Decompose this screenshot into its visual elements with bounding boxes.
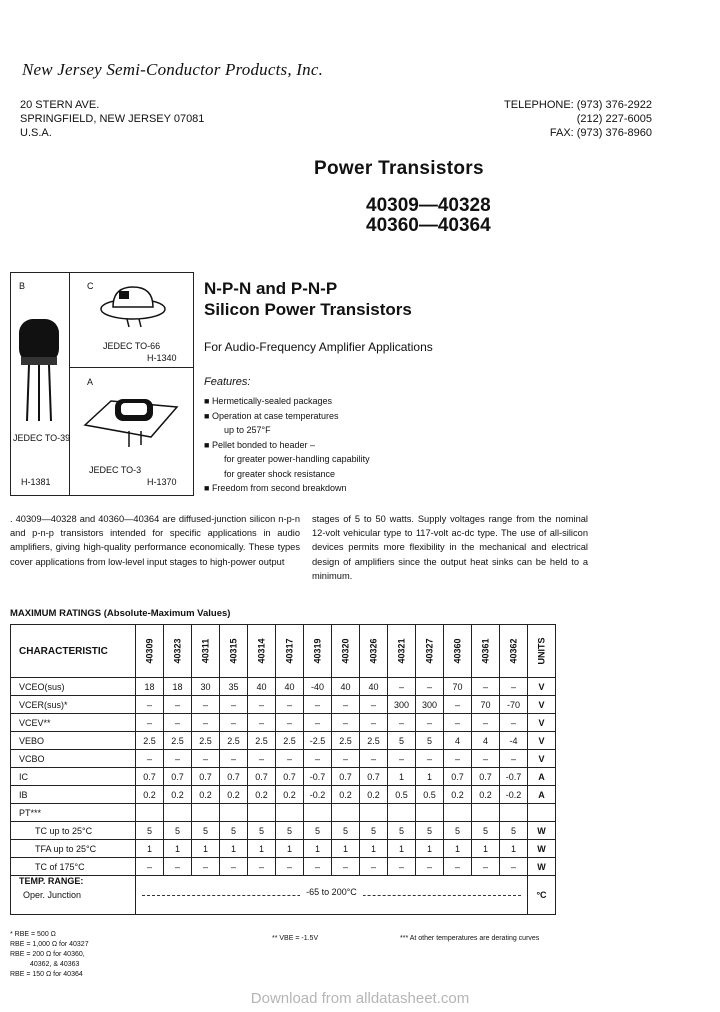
table-cell: –: [164, 858, 192, 876]
type-header: 40327: [416, 625, 444, 678]
table-cell: 1: [304, 840, 332, 858]
intro-text-right: stages of 5 to 50 watts. Supply voltages range from the nominal 12-volt vehicular type to 117-volt ac-dc type. The use of all-silicon devices permits more flexibility in the mechanical and electrical design of amplifiers since the output heat sinks can be held to a minimum.: [312, 514, 588, 581]
table-cell: –: [276, 696, 304, 714]
table-row: [11, 696, 556, 714]
table-cell: –: [220, 750, 248, 768]
row-label: VCEV**: [11, 714, 136, 732]
table-cell: -70: [500, 696, 528, 714]
table-cell: 1: [192, 840, 220, 858]
note-line: RBE = 200 Ω for 40360,: [10, 951, 85, 958]
table-cell: –: [304, 714, 332, 732]
table-cell: 300: [416, 696, 444, 714]
to3-package-icon: [81, 387, 181, 449]
table-cell: 5: [416, 732, 444, 750]
table-cell: 0.2: [276, 786, 304, 804]
table-cell: –: [360, 714, 388, 732]
table-cell: -0.2: [304, 786, 332, 804]
table-cell: –: [444, 696, 472, 714]
table-cell: [164, 804, 192, 822]
table-cell: –: [416, 714, 444, 732]
table-cell: –: [332, 714, 360, 732]
table-cell: –: [192, 696, 220, 714]
table-cell: [500, 804, 528, 822]
table-row: [11, 714, 556, 732]
table-cell: 300: [388, 696, 416, 714]
company-name: New Jersey Semi-Conductor Products, Inc.: [22, 60, 324, 79]
package-code: H-1340: [147, 353, 177, 363]
table-cell: [388, 804, 416, 822]
unit-cell: V: [528, 696, 556, 714]
type-header: 40360: [444, 625, 472, 678]
table-cell: 5: [388, 822, 416, 840]
table-cell: 0.2: [444, 786, 472, 804]
table-cell: 1: [248, 840, 276, 858]
table-cell: 18: [164, 678, 192, 696]
table-cell: 2.5: [248, 732, 276, 750]
type-header: 40361: [472, 625, 500, 678]
type-header: 40362: [500, 625, 528, 678]
table-cell: 40: [360, 678, 388, 696]
table-cell: –: [360, 696, 388, 714]
unit-cell: W: [528, 858, 556, 876]
table-cell: 0.7: [192, 768, 220, 786]
table-cell: –: [332, 750, 360, 768]
table-cell: 18: [136, 678, 164, 696]
table-cell: 5: [472, 822, 500, 840]
unit-cell: [528, 804, 556, 822]
telephone-line: TELEPHONE: (973) 376-2922: [504, 99, 652, 111]
table-cell: 5: [248, 822, 276, 840]
table-row: [11, 678, 556, 696]
table-header-row: [11, 625, 556, 678]
table-cell: 1: [164, 840, 192, 858]
table-cell: –: [248, 750, 276, 768]
table-cell: [192, 804, 220, 822]
table-cell: –: [472, 714, 500, 732]
table-cell: 0.7: [220, 768, 248, 786]
table-cell: [220, 804, 248, 822]
table-row: [11, 840, 556, 858]
company-contact: [504, 98, 652, 140]
table-cell: –: [500, 750, 528, 768]
table-row: [11, 786, 556, 804]
table-cell: 5: [304, 822, 332, 840]
table-cell: –: [164, 714, 192, 732]
table-cell: [360, 804, 388, 822]
table-cell: –: [164, 750, 192, 768]
table-cell: 1: [500, 840, 528, 858]
table-cell: 0.2: [192, 786, 220, 804]
table-cell: 0.2: [220, 786, 248, 804]
table-cell: –: [304, 696, 332, 714]
table-cell: 5: [332, 822, 360, 840]
table-cell: 0.5: [388, 786, 416, 804]
address-line: U.S.A.: [20, 127, 52, 139]
heading-line: N-P-N and P-N-P: [204, 279, 338, 298]
table-cell: 2.5: [332, 732, 360, 750]
table-row: [11, 732, 556, 750]
row-label: TC of 175°C: [11, 858, 136, 876]
unit-cell: V: [528, 750, 556, 768]
package-letter: B: [19, 281, 26, 291]
table-cell: -0.7: [304, 768, 332, 786]
table-cell: –: [220, 714, 248, 732]
intro-text-left: . 40309—40328 and 40360—40364 are diffused-junction silicon n-p-n and p-n-p transistors intended for specific applications in audio amplifiers, giving high-quality performance economically. These types cover applications from low-level input stages to high-power output: [10, 514, 300, 567]
to66-package-icon: [99, 281, 169, 329]
type-header: 40321: [388, 625, 416, 678]
address-line: SPRINGFIELD, NEW JERSEY 07081: [20, 113, 205, 125]
table-cell: [444, 804, 472, 822]
table-cell: [304, 804, 332, 822]
table-cell: [472, 804, 500, 822]
table-row: [11, 750, 556, 768]
table-cell: –: [500, 714, 528, 732]
table-cell: –: [192, 750, 220, 768]
part-numbers: [366, 196, 491, 236]
footer-watermark: Download from alldatasheet.com: [250, 990, 470, 1007]
section-heading: [204, 278, 412, 320]
feature-item: up to 257°F: [224, 425, 271, 435]
table-cell: –: [136, 714, 164, 732]
part-range: 40360—40364: [366, 215, 491, 236]
part-range: 40309—40328: [366, 195, 491, 216]
table-cell: –: [136, 750, 164, 768]
table-cell: –: [472, 858, 500, 876]
table-cell: 1: [360, 840, 388, 858]
table-cell: 0.7: [360, 768, 388, 786]
to39-package-icon: [13, 313, 67, 423]
table-cell: 1: [332, 840, 360, 858]
table-cell: 0.7: [332, 768, 360, 786]
row-label: VCER(sus)*: [11, 696, 136, 714]
feature-item: for greater shock resistance: [224, 468, 336, 479]
package-code: H-1370: [147, 477, 177, 487]
row-label: TC up to 25°C: [11, 822, 136, 840]
type-header: 40314: [248, 625, 276, 678]
type-header: 40323: [164, 625, 192, 678]
note-mid: ** VBE = -1.5V: [272, 935, 319, 942]
table-cell: 0.2: [136, 786, 164, 804]
table-cell: 0.2: [332, 786, 360, 804]
company-address: [20, 98, 204, 140]
table-row: [11, 876, 556, 915]
row-label: VCBO: [11, 750, 136, 768]
table-cell: 5: [444, 822, 472, 840]
table-cell: 1: [472, 840, 500, 858]
table-row: [11, 804, 556, 822]
table-cell: –: [388, 750, 416, 768]
table-cell: 0.2: [164, 786, 192, 804]
table-cell: 0.7: [248, 768, 276, 786]
table-cell: 2.5: [136, 732, 164, 750]
divider: [69, 273, 70, 495]
package-letter: C: [87, 281, 94, 291]
type-header: 40309: [136, 625, 164, 678]
subheading: For Audio-Frequency Amplifier Applications: [204, 340, 433, 354]
table-cell: 2.5: [276, 732, 304, 750]
table-cell: 1: [388, 768, 416, 786]
package-outlines: [10, 272, 194, 496]
table-cell: 40: [248, 678, 276, 696]
characteristic-header: CHARACTERISTIC: [11, 625, 136, 678]
table-cell: –: [360, 750, 388, 768]
package-name: JEDEC TO-3: [89, 465, 142, 475]
package-letter: A: [87, 377, 94, 387]
table-cell: 4: [444, 732, 472, 750]
address-line: 20 STERN AVE.: [20, 99, 100, 111]
table-cell: –: [276, 750, 304, 768]
table-row: [11, 822, 556, 840]
note-line: RBE = 1,000 Ω for 40327: [10, 941, 89, 948]
fax-line: FAX: (973) 376-8960: [549, 127, 652, 139]
table-cell: 0.7: [472, 768, 500, 786]
table-cell: 1: [416, 768, 444, 786]
table-cell: -0.7: [500, 768, 528, 786]
table-cell: –: [220, 696, 248, 714]
table-cell: –: [332, 858, 360, 876]
feature-item: ■ Pellet bonded to header –: [204, 439, 316, 450]
units-header: UNITS: [528, 625, 556, 678]
table-cell: –: [500, 678, 528, 696]
table-cell: –: [276, 714, 304, 732]
table-cell: 4: [472, 732, 500, 750]
row-label: PT***: [11, 804, 136, 822]
table-cell: –: [388, 858, 416, 876]
unit-cell: W: [528, 822, 556, 840]
table-cell: –: [248, 696, 276, 714]
table-cell: 2.5: [164, 732, 192, 750]
table-cell: [248, 804, 276, 822]
table-cell: -4: [500, 732, 528, 750]
table-cell: 2.5: [192, 732, 220, 750]
row-label: IC: [11, 768, 136, 786]
table-cell: 5: [500, 822, 528, 840]
type-header: 40315: [220, 625, 248, 678]
table-cell: –: [360, 858, 388, 876]
package-name: JEDEC TO-66: [103, 341, 161, 351]
row-label: VEBO: [11, 732, 136, 750]
ratings-table: [10, 624, 556, 915]
unit-cell: W: [528, 840, 556, 858]
table-cell: 70: [472, 696, 500, 714]
table-cell: –: [136, 858, 164, 876]
telephone-line: (212) 227-6005: [576, 113, 652, 125]
table-cell: 0.5: [416, 786, 444, 804]
table-cell: –: [136, 696, 164, 714]
table-cell: 5: [416, 822, 444, 840]
type-header: 40326: [360, 625, 388, 678]
note-line: RBE = 150 Ω for 40364: [10, 971, 83, 978]
note-line: 40362, & 40363: [30, 961, 80, 968]
table-cell: –: [164, 696, 192, 714]
ratings-title: MAXIMUM RATINGS (Absolute-Maximum Values): [10, 608, 231, 619]
table-cell: -40: [304, 678, 332, 696]
unit-cell: A: [528, 786, 556, 804]
table-cell: –: [444, 858, 472, 876]
table-cell: 1: [388, 840, 416, 858]
notes-left: [10, 930, 89, 980]
row-label: TFA up to 25°C: [11, 840, 136, 858]
table-cell: 0.7: [444, 768, 472, 786]
table-cell: 5: [276, 822, 304, 840]
table-cell: –: [444, 714, 472, 732]
table-cell: [136, 804, 164, 822]
table-cell: –: [276, 858, 304, 876]
divider: [69, 367, 193, 368]
features-list: [204, 394, 370, 496]
table-cell: 0.7: [164, 768, 192, 786]
type-header: 40317: [276, 625, 304, 678]
table-cell: 30: [192, 678, 220, 696]
table-cell: 1: [220, 840, 248, 858]
table-cell: –: [192, 714, 220, 732]
table-cell: 0.7: [276, 768, 304, 786]
table-cell: 5: [164, 822, 192, 840]
table-cell: 0.2: [472, 786, 500, 804]
table-cell: –: [388, 678, 416, 696]
temp-range-value: -65 to 200°C: [136, 876, 528, 915]
table-cell: –: [248, 714, 276, 732]
table-cell: –: [416, 750, 444, 768]
table-row: [11, 768, 556, 786]
table-cell: –: [388, 714, 416, 732]
temp-range-label: TEMP. RANGE: Oper. Junction: [11, 876, 136, 915]
note-right: *** At other temperatures are derating curves: [400, 935, 540, 942]
table-cell: –: [472, 750, 500, 768]
temp-unit: °C: [528, 876, 556, 915]
table-cell: –: [192, 858, 220, 876]
heading-line: Silicon Power Transistors: [204, 300, 412, 319]
unit-cell: V: [528, 714, 556, 732]
unit-cell: V: [528, 678, 556, 696]
table-cell: 40: [332, 678, 360, 696]
type-header: 40311: [192, 625, 220, 678]
row-label: IB: [11, 786, 136, 804]
feature-item: ■ Operation at case temperatures: [204, 410, 339, 421]
type-header: 40320: [332, 625, 360, 678]
table-cell: -0.2: [500, 786, 528, 804]
table-cell: –: [332, 696, 360, 714]
table-cell: [416, 804, 444, 822]
table-cell: 1: [444, 840, 472, 858]
table-cell: 5: [360, 822, 388, 840]
table-cell: 2.5: [360, 732, 388, 750]
table-cell: -2.5: [304, 732, 332, 750]
table-cell: 1: [416, 840, 444, 858]
table-row: [11, 858, 556, 876]
table-cell: 5: [136, 822, 164, 840]
table-cell: 1: [276, 840, 304, 858]
type-header: 40319: [304, 625, 332, 678]
table-cell: –: [416, 858, 444, 876]
page-title: Power Transistors: [314, 158, 484, 179]
table-cell: –: [500, 858, 528, 876]
table-cell: –: [304, 750, 332, 768]
row-label: VCEO(sus): [11, 678, 136, 696]
feature-item: ■ Hermetically-sealed packages: [204, 396, 332, 406]
package-code: H-1381: [21, 477, 51, 487]
table-cell: –: [472, 678, 500, 696]
table-cell: 5: [388, 732, 416, 750]
table-cell: –: [304, 858, 332, 876]
table-cell: –: [220, 858, 248, 876]
table-cell: [332, 804, 360, 822]
table-cell: 1: [136, 840, 164, 858]
table-cell: 35: [220, 678, 248, 696]
table-cell: 0.7: [136, 768, 164, 786]
table-cell: –: [248, 858, 276, 876]
table-cell: 70: [444, 678, 472, 696]
note-line: * RBE = 500 Ω: [10, 931, 56, 938]
table-cell: –: [416, 678, 444, 696]
feature-item: for greater power-handling capability: [224, 454, 370, 464]
table-cell: 2.5: [220, 732, 248, 750]
feature-item: ■ Freedom from second breakdown: [204, 483, 347, 493]
package-name: JEDEC TO-39: [13, 433, 71, 443]
table-cell: 40: [276, 678, 304, 696]
features-title: Features:: [204, 376, 251, 388]
table-cell: 5: [192, 822, 220, 840]
table-cell: 0.2: [248, 786, 276, 804]
unit-cell: A: [528, 768, 556, 786]
table-cell: –: [444, 750, 472, 768]
table-cell: [276, 804, 304, 822]
unit-cell: V: [528, 732, 556, 750]
table-cell: 5: [220, 822, 248, 840]
table-cell: 0.2: [360, 786, 388, 804]
